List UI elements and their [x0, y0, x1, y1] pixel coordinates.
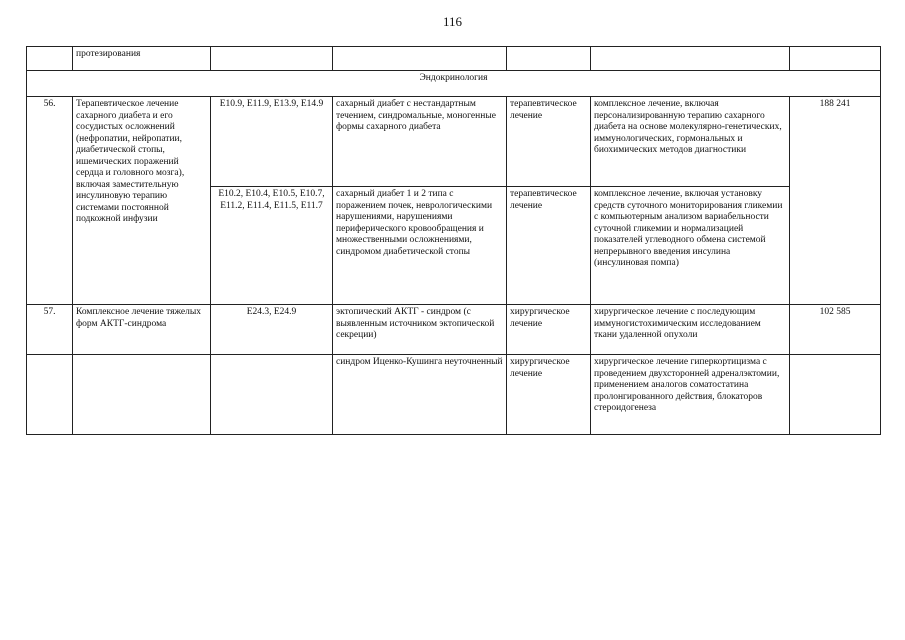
row-number: 56. — [27, 97, 73, 305]
page-number: 116 — [442, 14, 463, 29]
patient-model: сахарный диабет 1 и 2 типа с поражением почек, неврологическими нарушениями, нарушениями периферического кровообращения и множественными осложнениями, синдромом диабетической стопы — [333, 187, 507, 305]
cell-name-continuation: протезирования — [73, 47, 211, 71]
icd-codes — [211, 355, 333, 435]
table-row-57a — [27, 305, 881, 355]
row-number: 57. — [27, 305, 73, 355]
cell-empty — [507, 47, 591, 71]
treatment-type: терапевтическое лечение — [507, 187, 591, 305]
cell-empty — [591, 47, 790, 71]
treatment-type: хирургическое лечение — [507, 305, 591, 355]
table-row-56a — [27, 97, 881, 187]
cell-empty — [333, 47, 507, 71]
patient-model: сахарный диабет с нестандартным течением, синдромальные, моногенные формы сахарного диабета — [333, 97, 507, 187]
care-type-name: Комплексное лечение тяжелых форм АКТГ-синдрома — [73, 305, 211, 355]
cell-empty — [211, 47, 333, 71]
cell-empty — [790, 47, 881, 71]
treatment-type: терапевтическое лечение — [507, 97, 591, 187]
table-row-continuation — [27, 47, 881, 71]
icd-codes: E10.2, E10.4, E10.5, E10.7, E11.2, E11.4, E11.5, E11.7 — [211, 187, 333, 305]
table-row-57b — [27, 355, 881, 435]
cost-value: 102 585 — [790, 305, 881, 355]
patient-model: эктопический АКТГ - синдром (с выявленным источником эктопической секреции) — [333, 305, 507, 355]
treatment-method: хирургическое лечение гиперкортицизма с проведением двухсторонней адреналэктомии, применением аналогов соматостатина пролонгированного действия, блокаторов стероидогенеза — [591, 355, 790, 435]
medical-care-table — [26, 46, 881, 435]
icd-codes: E24.3, E24.9 — [211, 305, 333, 355]
treatment-method: комплексное лечение, включая установку средств суточного мониторирования гликемии с компьютерным анализом вариабельности суточной гликемии и нормализацией показателей углеводного обмена системой непрерывного введения инсулина (инсулиновая помпа) — [591, 187, 790, 305]
section-row — [27, 71, 881, 97]
treatment-method: комплексное лечение, включая персонализированную терапию сахарного диабета на основе молекулярно-генетических, иммунологических, гормональных и биохимических методов диагностики — [591, 97, 790, 187]
cell-empty — [73, 355, 211, 435]
cell-empty — [27, 47, 73, 71]
care-type-name: Терапевтическое лечение сахарного диабета и его сосудистых осложнений (нефропатии, нейропатии, диабетической стопы, ишемических поражений сердца и головного мозга), включая заместительную инсулиновую терапию системами постоянной подкожной инфузии — [73, 97, 211, 305]
icd-codes: E10.9, E11.9, E13.9, E14.9 — [211, 97, 333, 187]
cost-value: 188 241 — [790, 97, 881, 305]
cell-empty — [27, 355, 73, 435]
patient-model: синдром Иценко-Кушинга неуточненный — [333, 355, 507, 435]
cell-empty — [790, 355, 881, 435]
treatment-type: хирургическое лечение — [507, 355, 591, 435]
section-title: Эндокринология — [27, 71, 881, 97]
treatment-method: хирургическое лечение с последующим иммуногистохимическим исследованием ткани удаленной опухоли — [591, 305, 790, 355]
